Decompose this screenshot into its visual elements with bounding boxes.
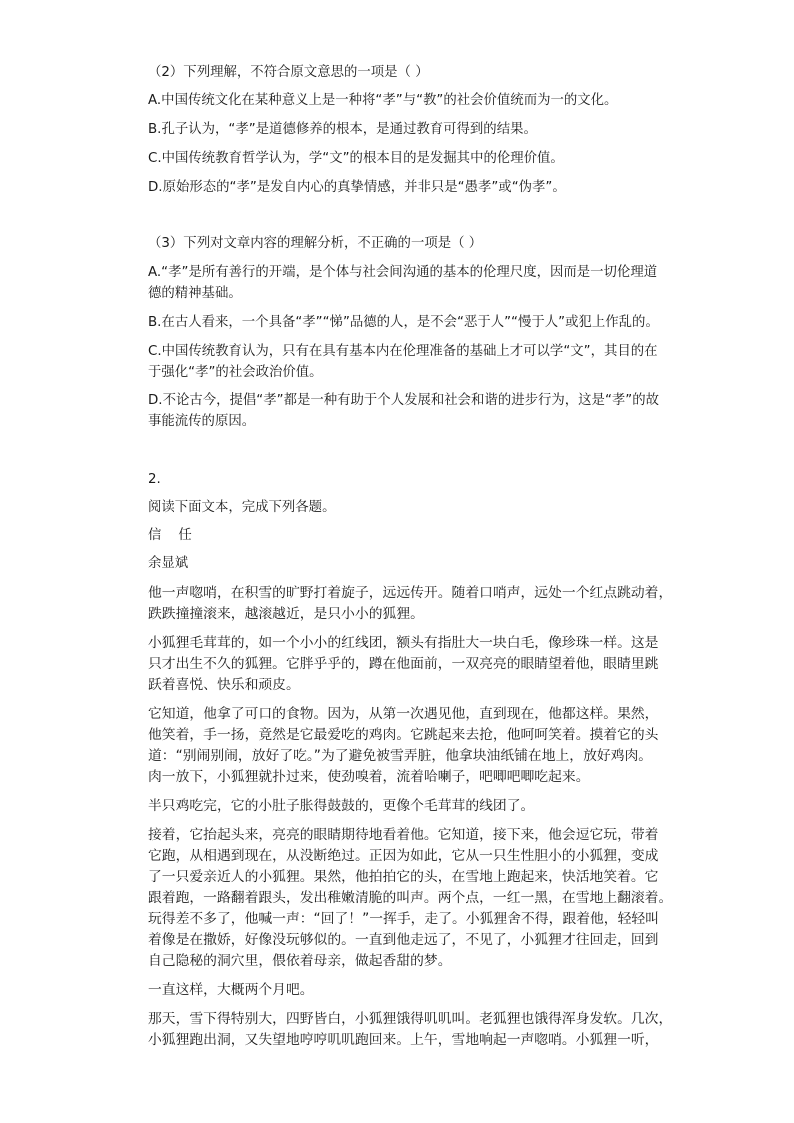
question-3-option-d-line-2: 事能流传的原因。: [148, 414, 256, 429]
paragraph-3-line: 道：“别闹别闹，放好了吃。”为了避免被雪弄脏，他拿块油纸铺在地上，放好鸡肉。: [148, 748, 653, 764]
paragraph-5-line: 接着，它抬起头来，亮亮的眼睛期待地看着他。它知道，接下来，他会逗它玩，带着: [148, 827, 659, 843]
question-2-option-d: D.原始形态的“孝”是发自内心的真挚情感，并非只是“愚孝”或“伪孝”。: [148, 180, 566, 195]
paragraph-3-line: 他笑着，手一扬，竟然是它最爱吃的鸡肉。它跳起来去抢，他呵呵笑着。摸着它的头: [148, 727, 659, 743]
question-2-option-b: B.孔子认为，“孝”是道德修养的根本，是通过教育可得到的结果。: [148, 122, 537, 137]
paragraph-5-line: 它跑，从相遇到现在，从没断绝过。正因为如此，它从一只生性胆小的小狐狸，变成: [148, 848, 659, 864]
paragraph-4-line: 半只鸡吃完，它的小肚子胀得鼓鼓的，更像个毛茸茸的线团了。: [148, 798, 535, 814]
question-number: 2.: [148, 472, 161, 487]
paragraph-1-line: 跌跌撞撞滚来，越滚越近，是只小小的狐狸。: [148, 606, 424, 622]
paragraph-1-line: 他一声唿哨，在积雪的旷野打着旋子，远远传开。随着口哨声，远处一个红点跳动着，: [148, 585, 673, 601]
paragraph-3-line: 它知道，他拿了可口的食物。因为，从第一次遇见他，直到现在，他都这样。果然，: [148, 706, 659, 722]
passage-author: 余显斌: [148, 556, 189, 571]
paragraph-5-line: 跟着跑，一路翻着跟头，发出稚嫩清脆的叫声。两个点，一红一黑，在雪地上翻滚着。: [148, 890, 673, 906]
question-3-option-b: B.在古人看来，一个具备“孝”“悌”品德的人，是不会“恶于人”“慢于人”或犯上作乱的。: [148, 315, 659, 330]
paragraph-2-line: 跃着喜悦、快乐和顽皮。: [148, 677, 300, 693]
question-3-option-a-line-1: A.“孝”是所有善行的开端，是个体与社会间沟通的基本的伦理尺度，因而是一切伦理道: [148, 265, 658, 280]
question-3-stem: （3）下列对文章内容的理解分析，不正确的一项是（ ）: [148, 236, 483, 251]
reading-instruction: 阅读下面文本，完成下列各题。: [148, 500, 336, 515]
paragraph-7-line: 那天，雪下得特别大，四野皆白，小狐狸饿得叽叽叫。老狐狸也饿得浑身发软。几次，: [148, 1011, 673, 1027]
question-2-stem: （2）下列理解，不符合原文意思的一项是（ ）: [148, 65, 429, 80]
paragraph-5-line: 着像是在撒娇，好像没玩够似的。一直到他走远了，不见了，小狐狸才往回走，回到: [148, 932, 659, 948]
paragraph-6-line: 一直这样，大概两个月吧。: [148, 982, 314, 998]
question-2-option-a: A.中国传统文化在某种意义上是一种将“孝”与“教”的社会价值统而为一的文化。: [148, 93, 618, 108]
paragraph-5-line: 了一只爱亲近人的小狐狸。果然，他拍拍它的头，在雪地上跑起来，快活地笑着。它: [148, 869, 659, 885]
paragraph-5-line: 自己隐秘的洞穴里，偎依着母亲，做起香甜的梦。: [148, 953, 452, 969]
question-3-option-c-line-2: 于强化“孝”的社会政治价值。: [148, 365, 323, 380]
paragraph-2-line: 小狐狸毛茸茸的，如一个小小的红线团，额头有指肚大一块白毛，像珍珠一样。这是: [148, 635, 659, 651]
paragraph-3-line: 肉一放下，小狐狸就扑过来，使劲嗅着，流着哈喇子，吧唧吧唧吃起来。: [148, 769, 590, 785]
question-3-option-a-line-2: 德的精神基础。: [148, 286, 242, 301]
paragraph-5-line: 玩得差不多了，他喊一声：“回了！”一挥手，走了。小狐狸舍不得，跟着他，轻轻叫: [148, 911, 659, 927]
question-3-option-d-line-1: D.不论古今，提倡“孝”都是一种有助于个人发展和社会和谐的进步行为，这是“孝”的故: [148, 393, 659, 408]
paragraph-7-line: 小狐狸跑出洞，又失望地哼哼叽叽跑回来。上午，雪地响起一声唿哨。小狐狸一听，: [148, 1032, 659, 1048]
passage-title: 信 任: [148, 528, 192, 543]
question-2-option-c: C.中国传统教育哲学认为，学“文”的根本目的是发掘其中的伦理价值。: [148, 151, 564, 166]
paragraph-2-line: 只才出生不久的狐狸。它胖乎乎的，蹲在他面前，一双亮亮的眼睛望着他，眼睛里跳: [148, 656, 659, 672]
question-3-option-c-line-1: C.中国传统教育认为，只有在具有基本内在伦理准备的基础上才可以学“文”，其目的在: [148, 344, 658, 359]
